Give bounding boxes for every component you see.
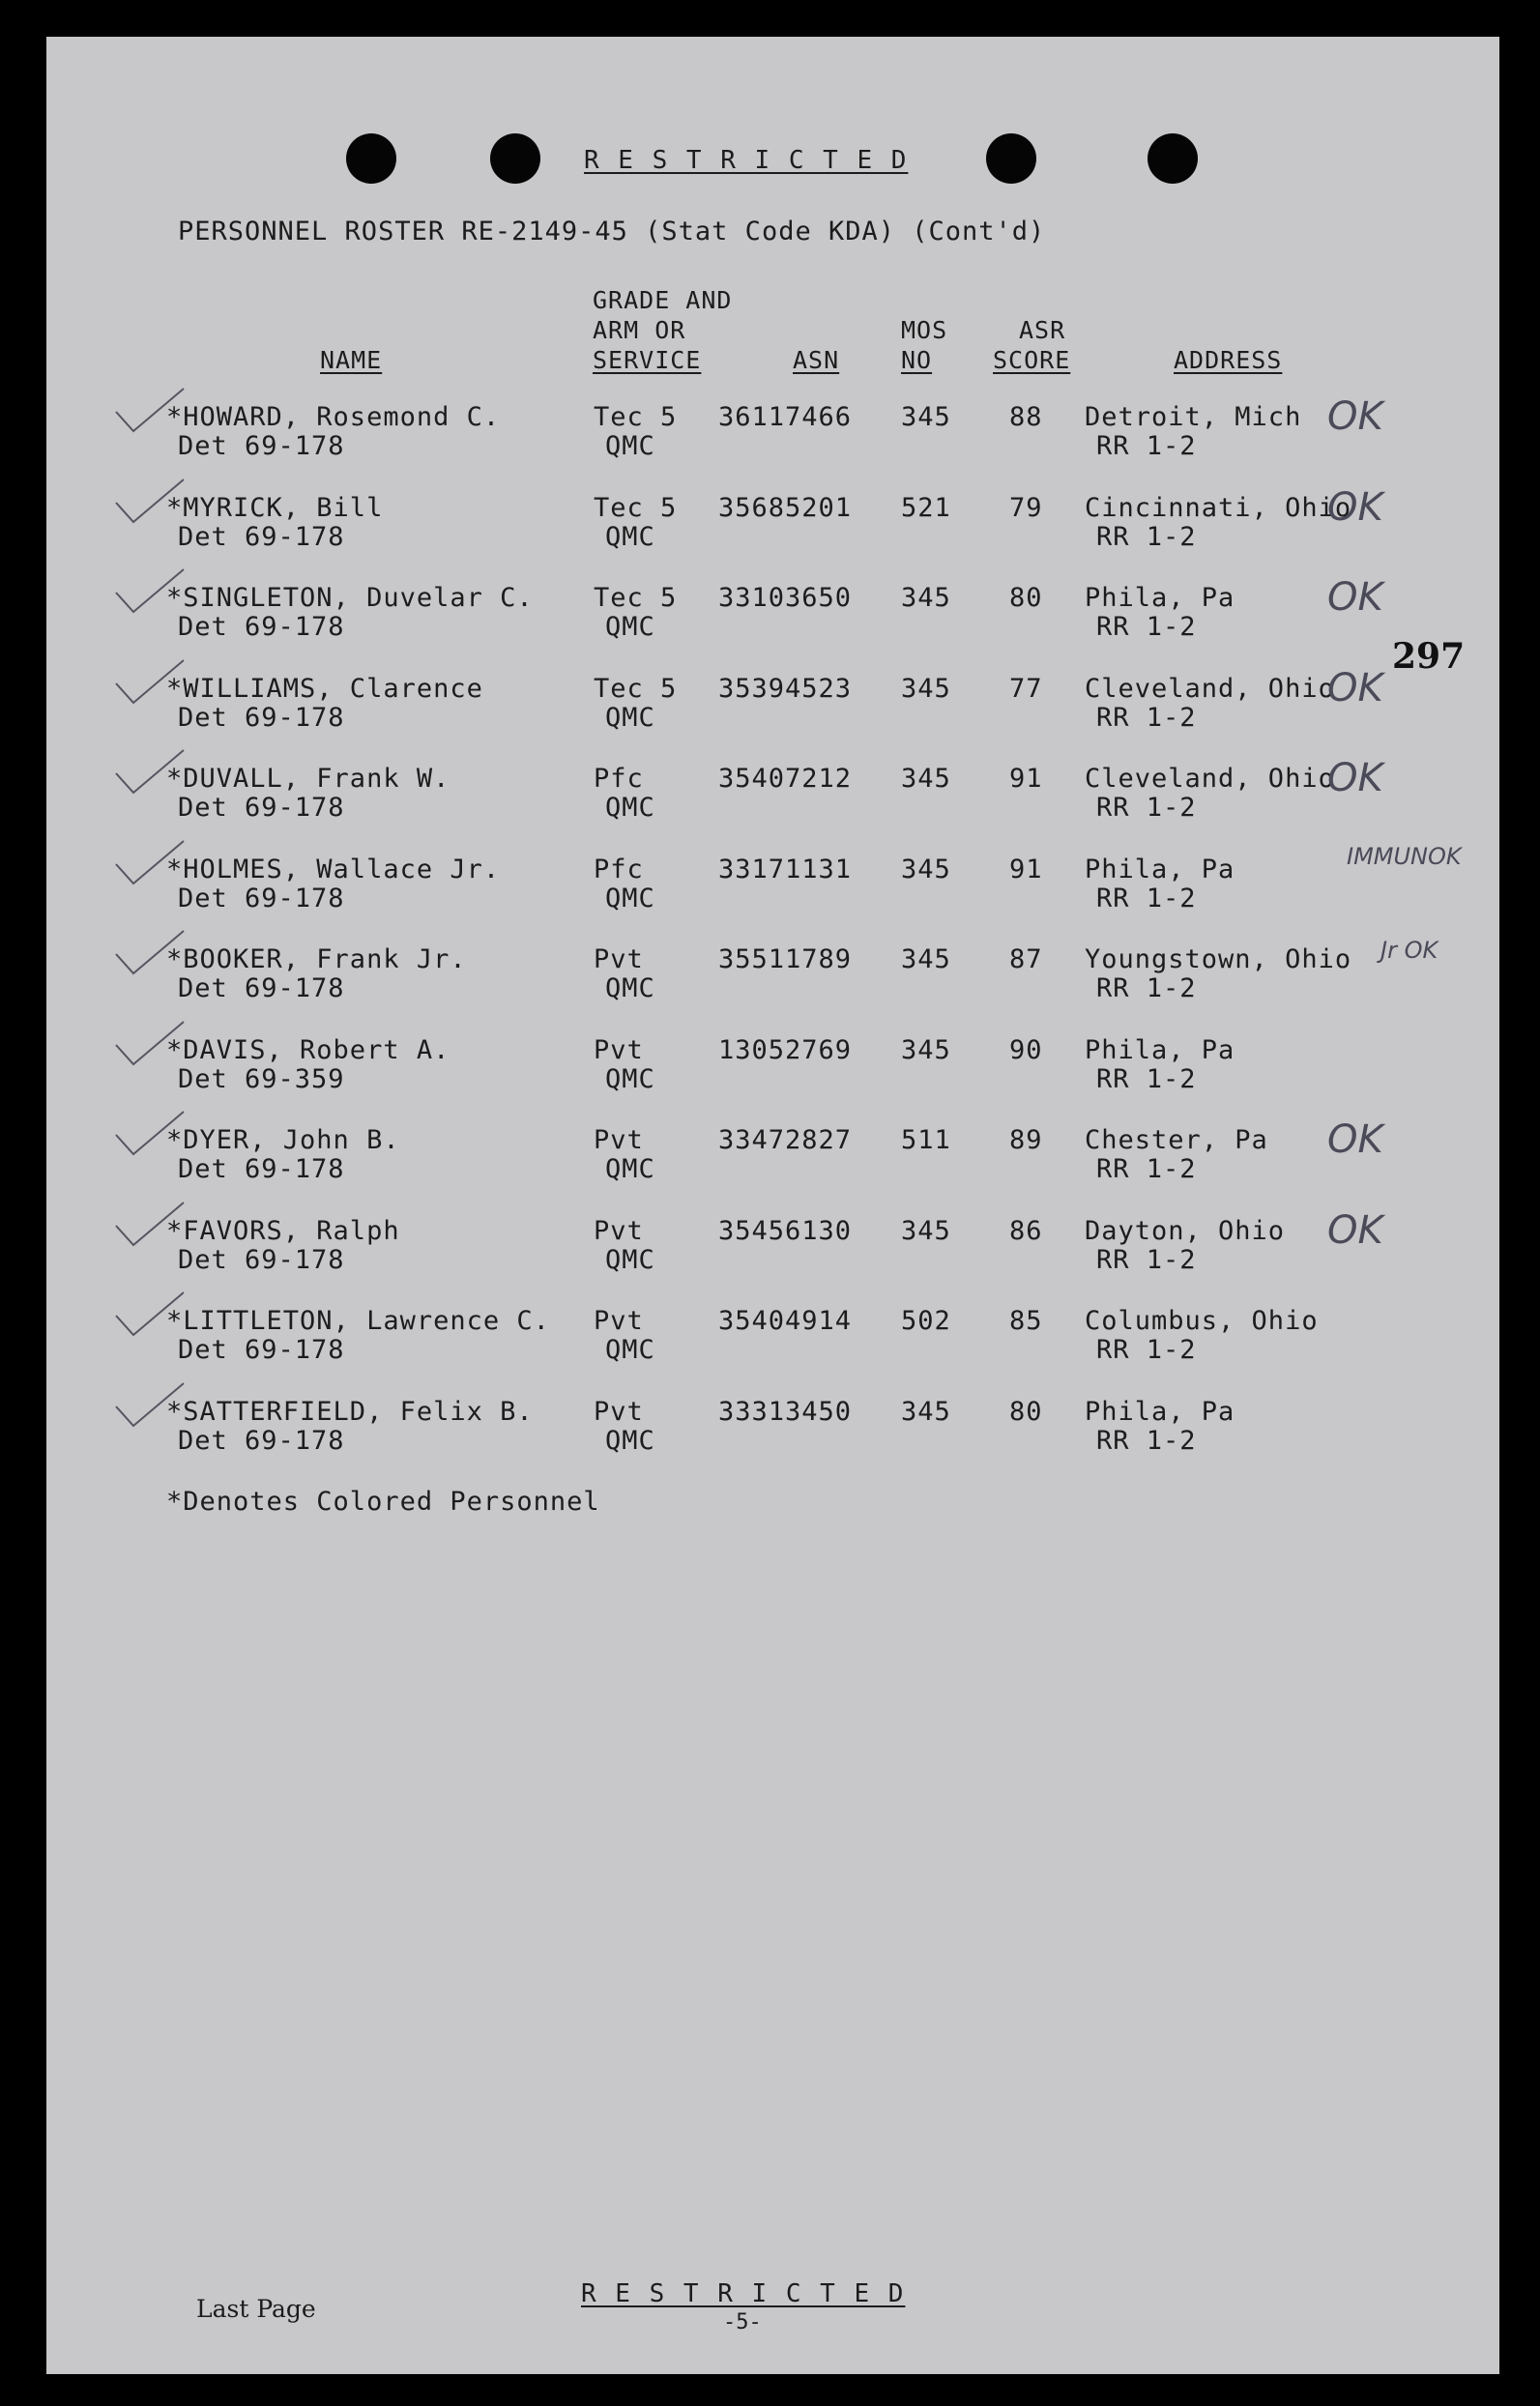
row-asn: 33472827	[718, 1125, 853, 1155]
margin-number: 297	[1392, 636, 1466, 677]
row-detachment: Det 69-178	[178, 1425, 345, 1456]
col-grade-line1: GRADE AND	[593, 286, 733, 314]
row-name: *BOOKER, Frank Jr.	[166, 944, 467, 974]
row-mos: 521	[901, 492, 951, 523]
check-mark-icon	[112, 476, 189, 534]
row-grade: Tec 5	[594, 402, 678, 432]
row-asn: 35407212	[718, 764, 853, 794]
row-address: Chester, Pa	[1085, 1125, 1268, 1155]
row-route: RR 1-2	[1096, 521, 1197, 552]
check-mark-icon	[112, 385, 189, 443]
restricted-footer: R E S T R I C T E D	[581, 2279, 906, 2308]
row-service: QMC	[605, 793, 655, 823]
punch-hole	[346, 133, 396, 184]
row-detachment: Det 69-178	[178, 431, 345, 461]
row-asn: 35685201	[718, 492, 853, 523]
col-mos-line1: MOS	[901, 316, 948, 344]
row-service: QMC	[605, 1335, 655, 1365]
check-mark-icon	[112, 746, 189, 804]
check-mark-icon	[112, 1108, 189, 1166]
row-grade: Pvt	[594, 944, 644, 974]
row-service: QMC	[605, 521, 655, 552]
row-detachment: Det 69-178	[178, 973, 345, 1003]
row-service: QMC	[605, 973, 655, 1003]
check-mark-icon	[112, 927, 189, 985]
check-mark-icon	[112, 1199, 189, 1257]
punch-hole	[490, 133, 540, 184]
row-service: QMC	[605, 612, 655, 642]
row-address: Columbus, Ohio	[1085, 1306, 1319, 1336]
row-route: RR 1-2	[1096, 1063, 1197, 1094]
handwritten-note: OK	[1327, 575, 1383, 620]
row-score: 91	[1009, 854, 1043, 884]
row-asn: 35456130	[718, 1215, 853, 1246]
row-asn: 35404914	[718, 1306, 853, 1336]
row-service: QMC	[605, 1154, 655, 1184]
document-page	[46, 37, 1499, 2374]
row-address: Phila, Pa	[1085, 854, 1235, 884]
row-route: RR 1-2	[1096, 1244, 1197, 1275]
handwritten-note: OK	[1327, 665, 1383, 710]
row-asn: 13052769	[718, 1034, 853, 1065]
row-detachment: Det 69-359	[178, 1063, 345, 1094]
row-address: Dayton, Ohio	[1085, 1215, 1286, 1246]
row-mos: 345	[901, 1396, 951, 1427]
row-asn: 33103650	[718, 583, 853, 613]
last-page-note: Last Page	[196, 2295, 316, 2323]
handwritten-note: Jr OK	[1380, 937, 1438, 964]
punch-hole	[1148, 133, 1198, 184]
restricted-header: R E S T R I C T E D	[584, 146, 909, 175]
col-mos-line2: NO	[901, 346, 933, 374]
row-score: 88	[1009, 402, 1043, 432]
check-mark-icon	[112, 1379, 189, 1437]
row-detachment: Det 69-178	[178, 702, 345, 733]
row-score: 91	[1009, 764, 1043, 794]
row-service: QMC	[605, 883, 655, 913]
row-service: QMC	[605, 702, 655, 733]
row-score: 85	[1009, 1306, 1043, 1336]
handwritten-note: OK	[1327, 1207, 1383, 1253]
col-address: ADDRESS	[1174, 346, 1283, 374]
handwritten-note: OK	[1327, 484, 1383, 530]
row-detachment: Det 69-178	[178, 1335, 345, 1365]
row-address: Phila, Pa	[1085, 1396, 1235, 1427]
row-address: Phila, Pa	[1085, 1034, 1235, 1065]
row-address: Cleveland, Ohio	[1085, 764, 1335, 794]
row-mos: 345	[901, 673, 951, 704]
check-mark-icon	[112, 837, 189, 895]
col-asn: ASN	[793, 346, 840, 374]
row-detachment: Det 69-178	[178, 883, 345, 913]
row-service: QMC	[605, 1425, 655, 1456]
row-route: RR 1-2	[1096, 793, 1197, 823]
row-mos: 502	[901, 1306, 951, 1336]
row-address: Cincinnati, Ohio	[1085, 492, 1352, 523]
check-mark-icon	[112, 1018, 189, 1076]
row-grade: Pvt	[594, 1034, 644, 1065]
row-grade: Pvt	[594, 1306, 644, 1336]
col-asr-line2: SCORE	[993, 346, 1071, 374]
row-mos: 345	[901, 764, 951, 794]
handwritten-note: OK	[1327, 1117, 1383, 1162]
row-mos: 345	[901, 854, 951, 884]
row-grade: Tec 5	[594, 583, 678, 613]
row-route: RR 1-2	[1096, 883, 1197, 913]
row-service: QMC	[605, 431, 655, 461]
handwritten-note: OK	[1327, 756, 1383, 800]
row-grade: Pfc	[594, 854, 644, 884]
row-service: QMC	[605, 1244, 655, 1275]
row-detachment: Det 69-178	[178, 1154, 345, 1184]
row-address: Cleveland, Ohio	[1085, 673, 1335, 704]
row-grade: Tec 5	[594, 673, 678, 704]
row-address: Detroit, Mich	[1085, 402, 1302, 432]
row-detachment: Det 69-178	[178, 793, 345, 823]
check-mark-icon	[112, 656, 189, 714]
row-score: 79	[1009, 492, 1043, 523]
row-detachment: Det 69-178	[178, 1244, 345, 1275]
col-grade-line3: SERVICE	[593, 346, 702, 374]
row-detachment: Det 69-178	[178, 521, 345, 552]
row-score: 90	[1009, 1034, 1043, 1065]
row-name: *HOLMES, Wallace Jr.	[166, 854, 501, 884]
row-score: 77	[1009, 673, 1043, 704]
row-asn: 33313450	[718, 1396, 853, 1427]
check-mark-icon	[112, 1289, 189, 1347]
row-name: *DUVALL, Frank W.	[166, 764, 450, 794]
row-grade: Pvt	[594, 1396, 644, 1427]
row-name: *LITTLETON, Lawrence C.	[166, 1306, 550, 1336]
row-score: 86	[1009, 1215, 1043, 1246]
col-name: NAME	[320, 346, 383, 374]
handwritten-note: IMMUNOK	[1347, 842, 1462, 870]
row-asn: 35511789	[718, 944, 853, 974]
roster-title: PERSONNEL ROSTER RE-2149-45 (Stat Code KDA) (Cont'd)	[178, 217, 1046, 246]
row-name: *HOWARD, Rosemond C.	[166, 402, 501, 432]
row-route: RR 1-2	[1096, 612, 1197, 642]
row-route: RR 1-2	[1096, 1335, 1197, 1365]
row-mos: 345	[901, 1215, 951, 1246]
row-name: *DYER, John B.	[166, 1125, 400, 1155]
row-grade: Pfc	[594, 764, 644, 794]
col-grade-line2: ARM OR	[593, 316, 686, 344]
row-name: *SATTERFIELD, Felix B.	[166, 1396, 534, 1427]
row-score: 87	[1009, 944, 1043, 974]
handwritten-note: OK	[1327, 394, 1383, 439]
row-address: Phila, Pa	[1085, 583, 1235, 613]
row-route: RR 1-2	[1096, 1154, 1197, 1184]
row-name: *DAVIS, Robert A.	[166, 1034, 450, 1065]
row-name: *FAVORS, Ralph	[166, 1215, 400, 1246]
row-mos: 345	[901, 402, 951, 432]
check-mark-icon	[112, 565, 189, 623]
row-address: Youngstown, Ohio	[1085, 944, 1352, 974]
row-asn: 35394523	[718, 673, 853, 704]
row-route: RR 1-2	[1096, 973, 1197, 1003]
row-detachment: Det 69-178	[178, 612, 345, 642]
punch-hole	[986, 133, 1036, 184]
footnote: *Denotes Colored Personnel	[166, 1487, 600, 1517]
row-score: 80	[1009, 583, 1043, 613]
row-mos: 345	[901, 1034, 951, 1065]
row-mos: 345	[901, 583, 951, 613]
row-asn: 36117466	[718, 402, 853, 432]
row-route: RR 1-2	[1096, 431, 1197, 461]
row-score: 80	[1009, 1396, 1043, 1427]
row-name: *MYRICK, Bill	[166, 492, 384, 523]
col-asr-line1: ASR	[1019, 316, 1066, 344]
row-mos: 345	[901, 944, 951, 974]
row-score: 89	[1009, 1125, 1043, 1155]
row-grade: Pvt	[594, 1215, 644, 1246]
row-name: *SINGLETON, Duvelar C.	[166, 583, 534, 613]
row-name: *WILLIAMS, Clarence	[166, 673, 483, 704]
row-service: QMC	[605, 1063, 655, 1094]
row-grade: Pvt	[594, 1125, 644, 1155]
row-route: RR 1-2	[1096, 702, 1197, 733]
row-grade: Tec 5	[594, 492, 678, 523]
row-route: RR 1-2	[1096, 1425, 1197, 1456]
page-number: -5-	[723, 2310, 762, 2334]
row-asn: 33171131	[718, 854, 853, 884]
row-mos: 511	[901, 1125, 951, 1155]
